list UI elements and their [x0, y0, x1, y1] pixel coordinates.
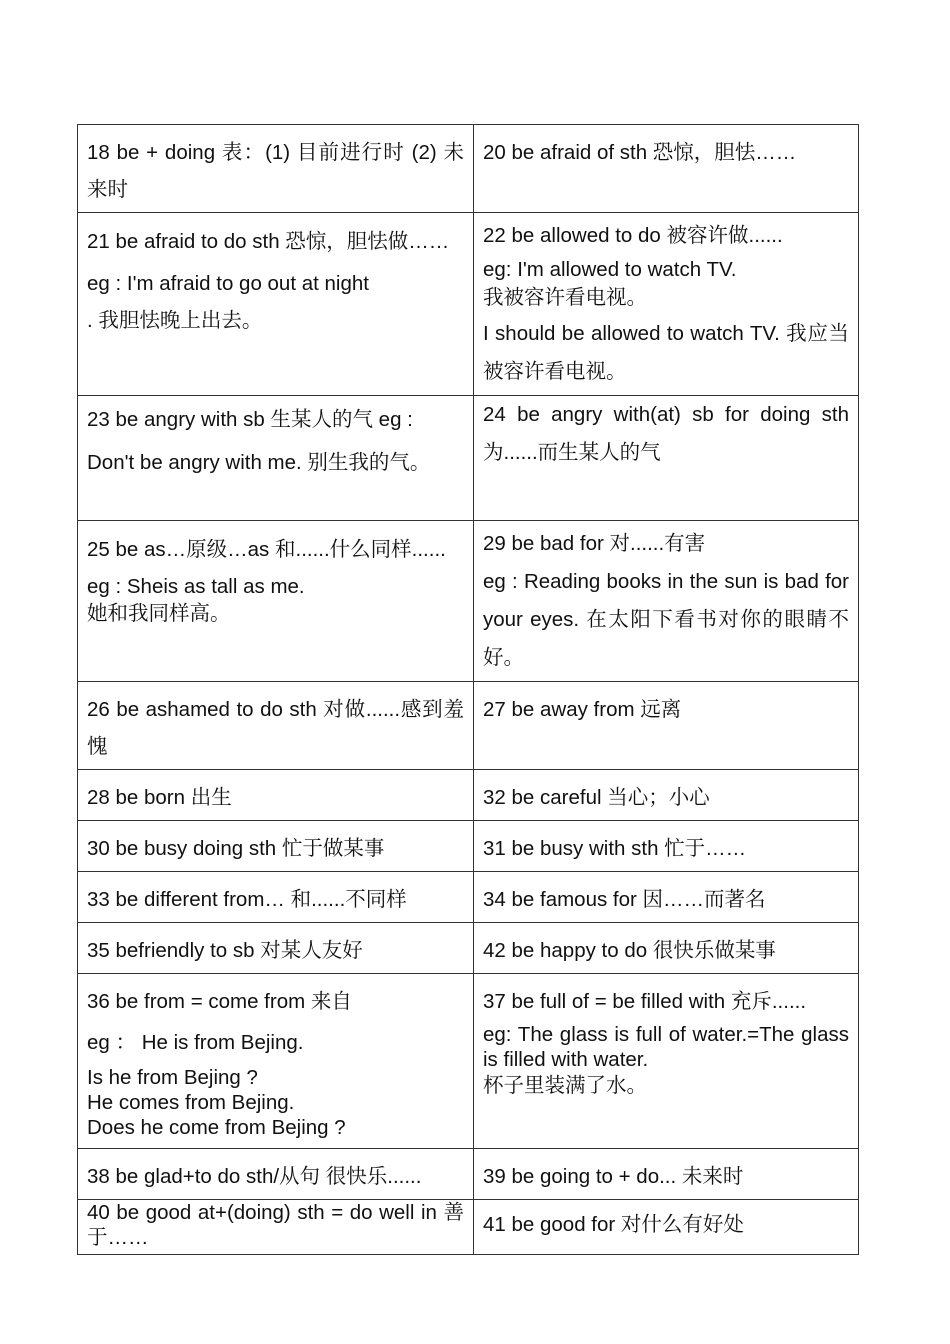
- table-row: [78, 923, 859, 974]
- cell-text: 我被容许看电视。: [483, 286, 647, 309]
- table-cell: [78, 1149, 474, 1200]
- cell-text: 36 be from = come from 来自: [87, 990, 352, 1013]
- table-cell: [474, 872, 859, 923]
- table-cell: [78, 770, 474, 821]
- table-cell: [474, 1200, 859, 1255]
- cell-text: eg: The glass is full of water.=The glass is filled with water.: [483, 1023, 849, 1071]
- table-row: [78, 396, 859, 521]
- table-row: [78, 213, 859, 396]
- table-cell: [78, 213, 474, 396]
- cell-text: 26 be ashamed to do sth 对做......感到羞愧: [87, 698, 464, 758]
- vocabulary-table: [77, 124, 859, 1255]
- table-row: [78, 974, 859, 1149]
- cell-text: 37 be full of = be filled with 充斥......: [483, 990, 807, 1013]
- table-cell: [78, 974, 474, 1149]
- table-cell: [78, 396, 474, 521]
- table-cell: [78, 821, 474, 872]
- table-cell: [474, 521, 859, 682]
- cell-text: 30 be busy doing sth 忙于做某事: [87, 837, 385, 860]
- table-row: [78, 821, 859, 872]
- cell-text: 杯子里装满了水。: [483, 1074, 647, 1097]
- table-row: [78, 682, 859, 770]
- cell-text: Don't be angry with me. 别生我的气。: [87, 451, 431, 474]
- table-row: [78, 872, 859, 923]
- cell-text: eg ： He is from Bejing.: [87, 1031, 304, 1054]
- table-cell: [78, 923, 474, 974]
- cell-text: 35 befriendly to sb 对某人友好: [87, 939, 363, 962]
- cell-text: 40 be good at+(doing) sth = do well in 善于……: [87, 1201, 464, 1249]
- cell-text: eg : Reading books in the sun is bad for your eyes. 在太阳下看书对你的眼睛不好。: [483, 570, 849, 669]
- table-row: [78, 125, 859, 213]
- table-row: [78, 770, 859, 821]
- cell-text: 41 be good for 对什么有好处: [483, 1213, 744, 1236]
- table-row: [78, 521, 859, 682]
- cell-text: eg : I'm afraid to go out at night: [87, 272, 369, 295]
- table-cell: [78, 872, 474, 923]
- cell-text: I should be allowed to watch TV. 我应当被容许看电视。: [483, 322, 849, 383]
- cell-text: 24 be angry with(at) sb for doing sth 为......而生某人的气: [483, 403, 849, 464]
- cell-text: . 我胆怯晚上出去。: [87, 309, 263, 332]
- cell-text: 她和我同样高。: [87, 602, 231, 625]
- cell-text: 34 be famous for 因……而著名: [483, 888, 766, 911]
- cell-text: 22 be allowed to do 被容许做......: [483, 224, 783, 247]
- cell-text: Does he come from Bejing ?: [87, 1116, 346, 1139]
- table-cell: [78, 1200, 474, 1255]
- cell-text: 25 be as…原级…as 和......什么同样......: [87, 538, 446, 561]
- table-row: [78, 1200, 859, 1255]
- table-cell: [474, 396, 859, 521]
- cell-text: 32 be careful 当心；小心: [483, 786, 710, 809]
- cell-text: 27 be away from 远离: [483, 698, 682, 721]
- cell-text: 18 be + doing 表：(1) 目前进行时 (2) 未来时: [87, 141, 464, 201]
- table-cell: [474, 974, 859, 1149]
- table-cell: [474, 923, 859, 974]
- table-cell: [474, 213, 859, 396]
- table-cell: [474, 682, 859, 770]
- cell-text: 33 be different from… 和......不同样: [87, 888, 407, 911]
- cell-text: eg : Sheis as tall as me.: [87, 575, 305, 598]
- table-cell: [474, 770, 859, 821]
- table-row: [78, 1149, 859, 1200]
- table-cell: [474, 125, 859, 213]
- table-cell: [474, 1149, 859, 1200]
- table-cell: [78, 521, 474, 682]
- table-cell: [78, 125, 474, 213]
- cell-text: 31 be busy with sth 忙于……: [483, 837, 747, 860]
- cell-text: 38 be glad+to do sth/从句 很快乐......: [87, 1165, 422, 1188]
- cell-text: 42 be happy to do 很快乐做某事: [483, 939, 776, 962]
- cell-text: He comes from Bejing.: [87, 1091, 295, 1114]
- cell-text: 39 be going to + do... 未来时: [483, 1165, 744, 1188]
- cell-text: 29 be bad for 对......有害: [483, 532, 706, 555]
- cell-text: 20 be afraid of sth 恐惊，胆怯……: [483, 141, 797, 164]
- cell-text: Is he from Bejing ?: [87, 1066, 258, 1089]
- cell-text: 23 be angry with sb 生某人的气 eg :: [87, 408, 413, 431]
- table-cell: [474, 821, 859, 872]
- table-cell: [78, 682, 474, 770]
- cell-text: 28 be born 出生: [87, 786, 232, 809]
- cell-text: eg: I'm allowed to watch TV.: [483, 258, 737, 281]
- cell-text: 21 be afraid to do sth 恐惊，胆怯做……: [87, 230, 450, 253]
